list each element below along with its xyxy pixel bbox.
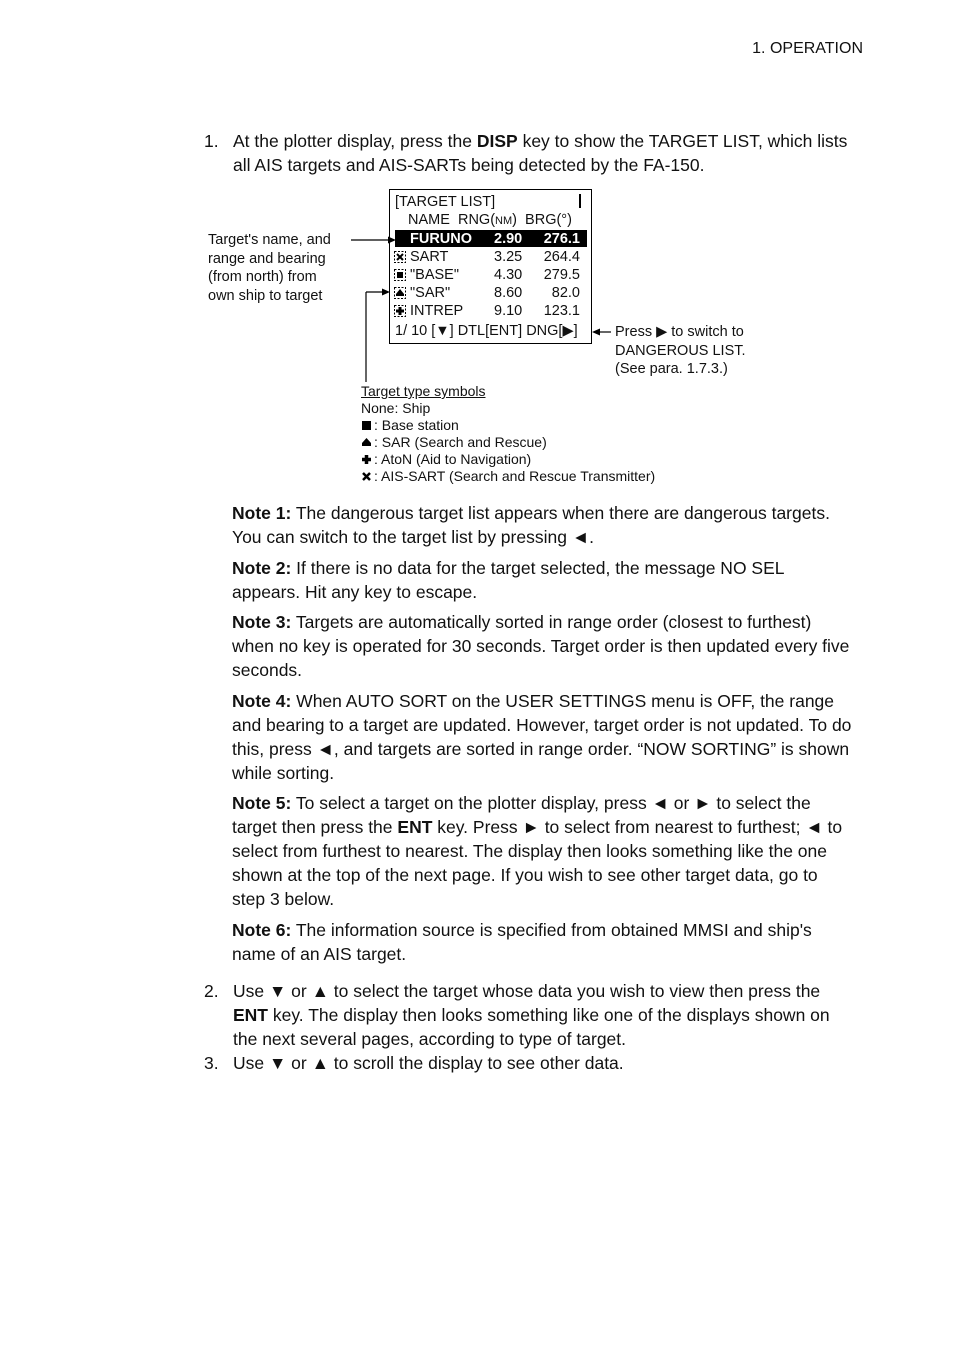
target-name: "BASE" <box>410 267 459 283</box>
legend-item: : Base station <box>361 417 655 434</box>
key-name: ENT <box>233 1005 268 1025</box>
annotation-line: own ship to target <box>208 287 323 304</box>
target-range: 8.60 <box>494 285 523 301</box>
step-text-pre: At the plotter display, press the <box>233 131 477 151</box>
note-5 <box>232 791 854 911</box>
note-text-post: key. Press ► to select from nearest to furthest; ◄ to select from furthest to nearest. The display then looks something like the one shown at the top of the next page. If you wish to see other target data, go to step 3 below. <box>232 817 843 909</box>
legend-item: : SAR (Search and Rescue) <box>361 434 655 451</box>
step-text-pre: Use ▼ or ▲ to select the target whose data you wish to view then press the <box>233 981 821 1001</box>
target-name: "SAR" <box>410 285 451 301</box>
aton-icon <box>361 454 372 465</box>
note-1 <box>232 501 854 549</box>
note-label: Note 5: <box>232 793 292 813</box>
col-rng: RNG(NM) <box>457 212 517 228</box>
note-text: The information source is specified from obtained MMSI and ship's name of an AIS target. <box>232 920 812 964</box>
legend-item: : AIS-SART (Search and Rescue Transmitter) <box>361 468 655 485</box>
note-2 <box>232 556 854 604</box>
note-label: Note 6: <box>232 920 292 940</box>
step-text-post: key. The display then looks something like one of the displays shown on the next several pages, according to type of target. <box>233 1005 830 1049</box>
target-bearing: 82.0 <box>551 285 580 301</box>
legend-none: None: Ship <box>361 400 431 416</box>
target-bearing: 264.4 <box>543 249 580 265</box>
annotation-line: (from north) from <box>208 269 317 285</box>
annotation-line: (See para. 1.7.3.) <box>615 361 728 377</box>
step-2 <box>204 979 854 1051</box>
annotation-dangerous-list <box>615 323 746 379</box>
note-text-pre: To select a target on the plotter display, press ◄ or ► to select the target then press the <box>232 793 811 837</box>
annotation-target-name <box>208 231 331 305</box>
legend-item: : AtoN (Aid to Navigation) <box>361 451 655 468</box>
note-label: Note 4: <box>232 691 292 711</box>
key-name: ENT <box>397 817 433 837</box>
sar-icon <box>361 437 372 448</box>
note-6 <box>232 918 854 966</box>
note-label: Note 1: <box>232 503 292 523</box>
symbol-legend <box>361 383 655 485</box>
step-number: 3. <box>204 1053 219 1073</box>
step-number: 2. <box>204 981 219 1001</box>
step-3 <box>204 1051 854 1075</box>
annotation-line: range and bearing <box>208 250 326 267</box>
ais-sart-icon <box>361 471 372 482</box>
note-text: The dangerous target list appears when there are dangerous targets. You can switch to the target list by pressing ◄. <box>232 503 830 547</box>
annotation-line: Target's name, and <box>208 232 331 248</box>
col-name: NAME <box>408 212 450 228</box>
legend-title: Target type symbols <box>361 383 486 399</box>
target-range: 9.10 <box>494 303 523 319</box>
screen-footer: 1/ 10 [▼] DTL[ENT] DNG[▶] <box>395 323 578 339</box>
step-number: 1. <box>204 131 219 151</box>
col-brg: BRG(°) <box>525 212 572 228</box>
target-range: 4.30 <box>494 267 523 283</box>
target-bearing: 279.5 <box>543 267 580 283</box>
note-label: Note 3: <box>232 612 292 632</box>
target-range: 2.90 <box>494 231 523 247</box>
annotation-line: Press ▶ to switch to <box>615 324 744 340</box>
note-3 <box>232 610 854 682</box>
base-station-icon <box>361 420 372 431</box>
callout-arrows <box>0 0 954 420</box>
target-bearing: 276.1 <box>543 231 580 247</box>
note-text: If there is no data for the target selected, the message NO SEL appears. Hit any key to escape. <box>232 558 784 602</box>
annotation-line: DANGEROUS LIST. <box>615 342 746 359</box>
step-text <box>233 979 854 1051</box>
key-name: DISP <box>476 131 518 151</box>
screen-title: [TARGET LIST] <box>395 194 496 210</box>
note-4 <box>232 689 854 785</box>
target-range: 3.25 <box>494 249 523 265</box>
target-name: SART <box>410 249 449 265</box>
target-name: FURUNO <box>410 231 473 247</box>
note-label: Note 2: <box>232 558 292 578</box>
target-bearing: 123.1 <box>543 303 580 319</box>
note-text: When AUTO SORT on the USER SETTINGS menu is OFF, the range and bearing to a target are updated. However, target order is not updated. To do this, press ◄, and targets are sorted in range order. “NOW SORTING” is shown while sorting. <box>232 691 852 783</box>
step-text: Use ▼ or ▲ to scroll the display to see other data. <box>233 1053 624 1073</box>
note-text: Targets are automatically sorted in range order (closest to furthest) when no key is operated for 30 seconds. Target order is then updated every five seconds. <box>232 612 850 680</box>
target-name: INTREP <box>410 303 464 319</box>
section-header: 1. OPERATION <box>752 40 863 57</box>
step-text-post: key to show the TARGET LIST, which lists all AIS targets and AIS-SARTs being detected by the FA-150. <box>233 131 848 175</box>
